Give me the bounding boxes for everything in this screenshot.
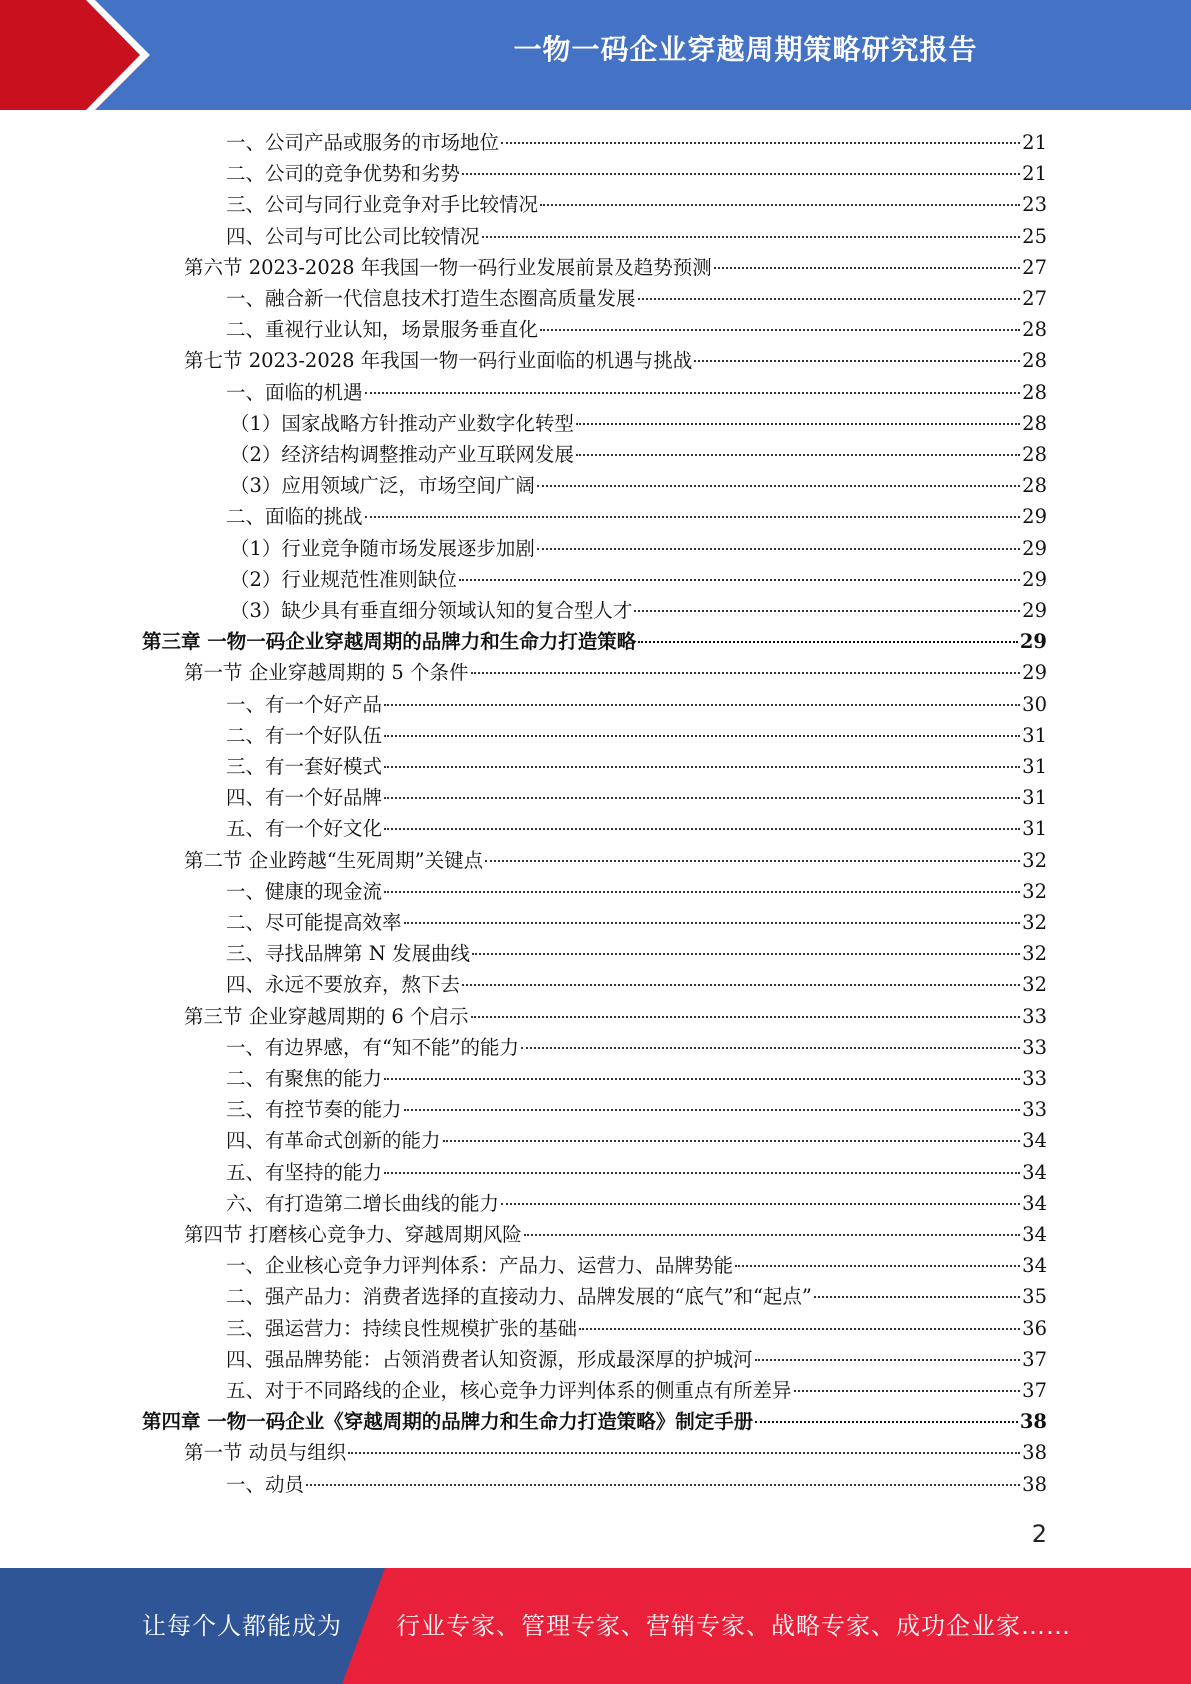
toc-entry-title: 四、公司与可比公司比较情况 — [226, 224, 480, 248]
toc-dot-leader — [472, 950, 1020, 955]
toc-entry[interactable] — [226, 1469, 1047, 1500]
toc-entry-page: 28 — [1022, 380, 1047, 404]
toc-entry-title: 一、动员 — [226, 1472, 305, 1496]
toc-entry[interactable] — [226, 1188, 1047, 1219]
toc-entry-title: 一、公司产品或服务的市场地位 — [226, 131, 500, 154]
toc-entry[interactable] — [226, 127, 1047, 158]
toc-dot-leader — [485, 857, 1020, 862]
toc-entry[interactable] — [226, 813, 1047, 844]
toc-dot-leader — [576, 420, 1020, 425]
toc-entry-title: 第四章 一物一码企业《穿越周期的品牌力和生命力打造策略》制定手册 — [142, 1410, 754, 1434]
toc-entry-page: 36 — [1022, 1316, 1047, 1340]
toc-dot-leader — [814, 1293, 1020, 1298]
toc-entry[interactable] — [226, 377, 1047, 408]
toc-entry[interactable] — [226, 158, 1047, 189]
toc-entry[interactable] — [226, 189, 1047, 220]
toc-dot-leader — [579, 1325, 1020, 1330]
toc-entry-title: 一、有一个好产品 — [226, 692, 383, 716]
toc-entry[interactable] — [226, 1250, 1047, 1281]
toc-dot-leader — [471, 669, 1021, 674]
toc-entry[interactable] — [226, 1281, 1047, 1312]
toc-entry-page: 28 — [1022, 474, 1047, 498]
toc-dot-leader — [755, 1356, 1021, 1361]
toc-entry[interactable] — [184, 1001, 1047, 1032]
toc-entry-page: 28 — [1022, 411, 1047, 435]
toc-entry-page: 29 — [1022, 505, 1047, 529]
toc-entry[interactable] — [226, 314, 1047, 345]
toc-dot-leader — [471, 1013, 1021, 1018]
toc-entry-title: 第七节 2023-2028 年我国一物一码行业面临的机遇与挑战 — [184, 349, 693, 373]
toc-dot-leader — [638, 295, 1021, 300]
toc-dot-leader — [365, 513, 1021, 518]
toc-entry-title: 四、永远不要放弃，熬下去 — [226, 973, 461, 997]
toc-entry[interactable] — [230, 533, 1047, 564]
toc-entry[interactable] — [226, 501, 1047, 532]
toc-entry-title: 三、寻找品牌第 N 发展曲线 — [226, 942, 470, 966]
toc-dot-leader — [384, 701, 1020, 706]
toc-entry-page: 29 — [1022, 599, 1047, 622]
toc-entry-title: （2）行业规范性准则缺位 — [230, 567, 457, 591]
toc-entry[interactable] — [184, 1219, 1047, 1250]
toc-dot-leader — [714, 264, 1020, 269]
toc-dot-leader — [384, 888, 1020, 893]
toc-entry-page: 34 — [1022, 1223, 1047, 1246]
toc-entry-title: 第三节 企业穿越周期的 6 个启示 — [184, 1004, 469, 1028]
toc-entry-title: 二、公司的竞争优势和劣势 — [226, 162, 461, 186]
toc-entry-page: 34 — [1022, 1160, 1047, 1184]
toc-dot-leader — [384, 825, 1020, 830]
toc-entry-title: 五、有一个好文化 — [226, 817, 383, 841]
toc-entry-title: 二、有聚焦的能力 — [226, 1067, 383, 1090]
toc-dot-leader — [384, 1075, 1020, 1080]
toc-entry-page: 31 — [1022, 723, 1047, 747]
toc-entry[interactable] — [142, 626, 1047, 657]
toc-entry-page: 33 — [1022, 1067, 1047, 1090]
toc-dot-leader — [634, 607, 1020, 612]
toc-entry-page: 38 — [1022, 1472, 1047, 1496]
toc-entry-page: 31 — [1022, 786, 1047, 810]
toc-entry-page: 32 — [1022, 911, 1047, 934]
toc-entry-title: 一、有边界感，有“知不能”的能力 — [226, 1035, 519, 1059]
toc-entry-page: 33 — [1022, 1098, 1047, 1122]
toc-entry[interactable] — [226, 751, 1047, 782]
toc-dot-leader — [482, 233, 1021, 238]
toc-entry-page: 29 — [1019, 630, 1047, 654]
toc-dot-leader — [501, 1200, 1020, 1205]
toc-entry-title: 二、有一个好队伍 — [226, 723, 383, 747]
toc-entry[interactable] — [184, 1437, 1047, 1468]
toc-entry-title: 第三章 一物一码企业穿越周期的品牌力和生命力打造策略 — [142, 630, 637, 654]
toc-entry-page: 35 — [1022, 1285, 1047, 1309]
toc-dot-leader — [735, 1262, 1020, 1267]
toc-entry-title: 二、面临的挑战 — [226, 505, 363, 529]
toc-entry-page: 33 — [1022, 1004, 1047, 1028]
toc-entry-title: 三、有控节奏的能力 — [226, 1098, 402, 1122]
toc-entry-title: 第一节 动员与组织 — [184, 1441, 347, 1465]
toc-entry-page: 38 — [1019, 1410, 1047, 1434]
toc-entry[interactable] — [230, 470, 1047, 501]
toc-dot-leader — [384, 1169, 1020, 1174]
toc-entry[interactable] — [226, 1375, 1047, 1406]
toc-entry-page: 37 — [1022, 1379, 1047, 1402]
toc-entry-title: （3）缺少具有垂直细分领域认知的复合型人才 — [230, 599, 633, 622]
toc-entry[interactable] — [184, 845, 1047, 876]
toc-entry[interactable] — [230, 408, 1047, 439]
toc-dot-leader — [384, 794, 1020, 799]
toc-entry-title: 五、有坚持的能力 — [226, 1160, 383, 1184]
toc-entry-page: 31 — [1022, 755, 1047, 778]
toc-entry-title: 五、对于不同路线的企业，核心竞争力评判体系的侧重点有所差异 — [226, 1379, 792, 1402]
toc-entry-title: （1）国家战略方针推动产业数字化转型 — [230, 411, 574, 435]
toc-entry-title: 四、有革命式创新的能力 — [226, 1129, 441, 1153]
toc-entry-title: 二、尽可能提高效率 — [226, 911, 402, 934]
toc-entry[interactable] — [226, 1032, 1047, 1063]
toc-entry-title: 第一节 企业穿越周期的 5 个条件 — [184, 661, 469, 685]
toc-entry-title: 一、面临的机遇 — [226, 380, 363, 404]
toc-entry-page: 28 — [1022, 443, 1047, 466]
toc-entry[interactable] — [226, 1063, 1047, 1094]
toc-entry[interactable] — [184, 345, 1047, 376]
toc-entry-page: 32 — [1022, 879, 1047, 903]
toc-entry-page: 32 — [1022, 848, 1047, 872]
toc-entry-page: 32 — [1022, 973, 1047, 997]
toc-dot-leader — [306, 1481, 1020, 1486]
footer-slogan-left: 让每个人都能成为 — [142, 1612, 342, 1640]
toc-dot-leader — [462, 981, 1020, 986]
toc-entry-page: 34 — [1022, 1254, 1047, 1278]
toc-dot-leader — [638, 638, 1018, 643]
toc-dot-leader — [404, 919, 1021, 924]
toc-entry-title: 一、融合新一代信息技术打造生态圈高质量发展 — [226, 287, 636, 310]
toc-entry-page: 28 — [1022, 318, 1047, 342]
toc-entry-page: 38 — [1022, 1441, 1047, 1465]
toc-entry[interactable] — [226, 221, 1047, 252]
toc-entry-title: （3）应用领域广泛，市场空间广阔 — [230, 474, 535, 498]
toc-entry-title: 二、重视行业认知，场景服务垂直化 — [226, 318, 539, 342]
toc-dot-leader — [537, 482, 1020, 487]
toc-dot-leader — [365, 389, 1021, 394]
toc-entry-page: 29 — [1022, 661, 1047, 685]
toc-dot-leader — [537, 545, 1020, 550]
toc-entry[interactable] — [226, 689, 1047, 720]
toc-entry-page: 29 — [1022, 536, 1047, 560]
toc-entry[interactable] — [226, 1094, 1047, 1125]
toc-entry[interactable] — [226, 1313, 1047, 1344]
page-footer — [0, 1568, 1191, 1684]
toc-entry-page: 31 — [1022, 817, 1047, 841]
toc-entry-page: 34 — [1022, 1129, 1047, 1153]
footer-slogan-right: 行业专家、管理专家、营销专家、战略专家、成功企业家…… — [396, 1612, 1071, 1640]
toc-dot-leader — [524, 1231, 1020, 1236]
toc-entry-page: 30 — [1022, 692, 1047, 716]
toc-entry-title: （1）行业竞争随市场发展逐步加剧 — [230, 536, 535, 560]
toc-entry-page: 23 — [1022, 193, 1047, 217]
toc-entry-page: 21 — [1022, 131, 1047, 154]
toc-entry-page: 37 — [1022, 1347, 1047, 1371]
toc-dot-leader — [540, 326, 1020, 331]
toc-entry-title: 第二节 企业跨越“生死周期”关键点 — [184, 848, 484, 872]
toc-dot-leader — [443, 1137, 1021, 1142]
toc-entry-title: 三、强运营力：持续良性规模扩张的基础 — [226, 1316, 578, 1340]
toc-entry-page: 33 — [1022, 1035, 1047, 1059]
toc-entry[interactable] — [226, 1344, 1047, 1375]
toc-dot-leader — [384, 763, 1020, 768]
toc-dot-leader — [462, 170, 1020, 175]
toc-dot-leader — [348, 1449, 1020, 1454]
page-number: 2 — [1031, 1520, 1047, 1548]
toc-entry-page: 29 — [1022, 567, 1047, 591]
toc-dot-leader — [521, 1044, 1020, 1049]
toc-entry-page: 34 — [1022, 1191, 1047, 1215]
toc-entry-title: 三、公司与同行业竞争对手比较情况 — [226, 193, 539, 217]
toc-entry[interactable] — [226, 1157, 1047, 1188]
toc-entry-page: 27 — [1022, 255, 1047, 279]
toc-entry[interactable] — [226, 283, 1047, 314]
toc-entry-page: 21 — [1022, 162, 1047, 186]
page-header — [0, 0, 1191, 110]
toc-entry-title: 六、有打造第二增长曲线的能力 — [226, 1191, 500, 1215]
toc-dot-leader — [540, 201, 1020, 206]
toc-entry-title: 四、有一个好品牌 — [226, 786, 383, 810]
toc-entry-title: 一、健康的现金流 — [226, 879, 383, 903]
toc-entry[interactable] — [226, 720, 1047, 751]
toc-entry[interactable] — [230, 595, 1047, 626]
toc-entry-page: 25 — [1022, 224, 1047, 248]
toc-entry[interactable] — [142, 1406, 1047, 1437]
toc-dot-leader — [459, 576, 1020, 581]
toc-entry[interactable] — [226, 876, 1047, 907]
toc-entry[interactable] — [230, 439, 1047, 470]
toc-dot-leader — [576, 451, 1020, 456]
toc-dot-leader — [501, 139, 1020, 144]
toc-entry-title: 三、有一套好模式 — [226, 755, 383, 778]
toc-entry[interactable] — [226, 969, 1047, 1000]
toc-entry[interactable] — [184, 252, 1047, 283]
toc-entry-page: 32 — [1022, 942, 1047, 966]
toc-entry-title: （2）经济结构调整推动产业互联网发展 — [230, 443, 574, 466]
toc-dot-leader — [794, 1387, 1021, 1392]
document-title: 一物一码企业穿越周期策略研究报告 — [513, 33, 978, 66]
toc-entry-title: 第四节 打磨核心竞争力、穿越周期风险 — [184, 1223, 522, 1246]
toc-entry[interactable] — [184, 657, 1047, 688]
toc-entry[interactable] — [226, 1125, 1047, 1156]
toc-entry-title: 第六节 2023-2028 年我国一物一码行业发展前景及趋势预测 — [184, 255, 712, 279]
toc-entry[interactable] — [226, 938, 1047, 969]
toc-dot-leader — [755, 1418, 1018, 1423]
toc-entry-page: 27 — [1022, 287, 1047, 310]
toc-entry-page: 28 — [1022, 349, 1047, 373]
toc-entry-title: 四、强品牌势能：占领消费者认知资源，形成最深厚的护城河 — [226, 1347, 753, 1371]
toc-entry-title: 一、企业核心竞争力评判体系：产品力、运营力、品牌势能 — [226, 1254, 734, 1278]
toc-entry[interactable] — [226, 907, 1047, 938]
toc-entry[interactable] — [230, 564, 1047, 595]
toc-dot-leader — [384, 732, 1020, 737]
toc-dot-leader — [404, 1106, 1021, 1111]
toc-entry[interactable] — [226, 782, 1047, 813]
toc-dot-leader — [694, 357, 1020, 362]
toc-entry-title: 二、强产品力：消费者选择的直接动力、品牌发展的“底气”和“起点” — [226, 1285, 812, 1309]
